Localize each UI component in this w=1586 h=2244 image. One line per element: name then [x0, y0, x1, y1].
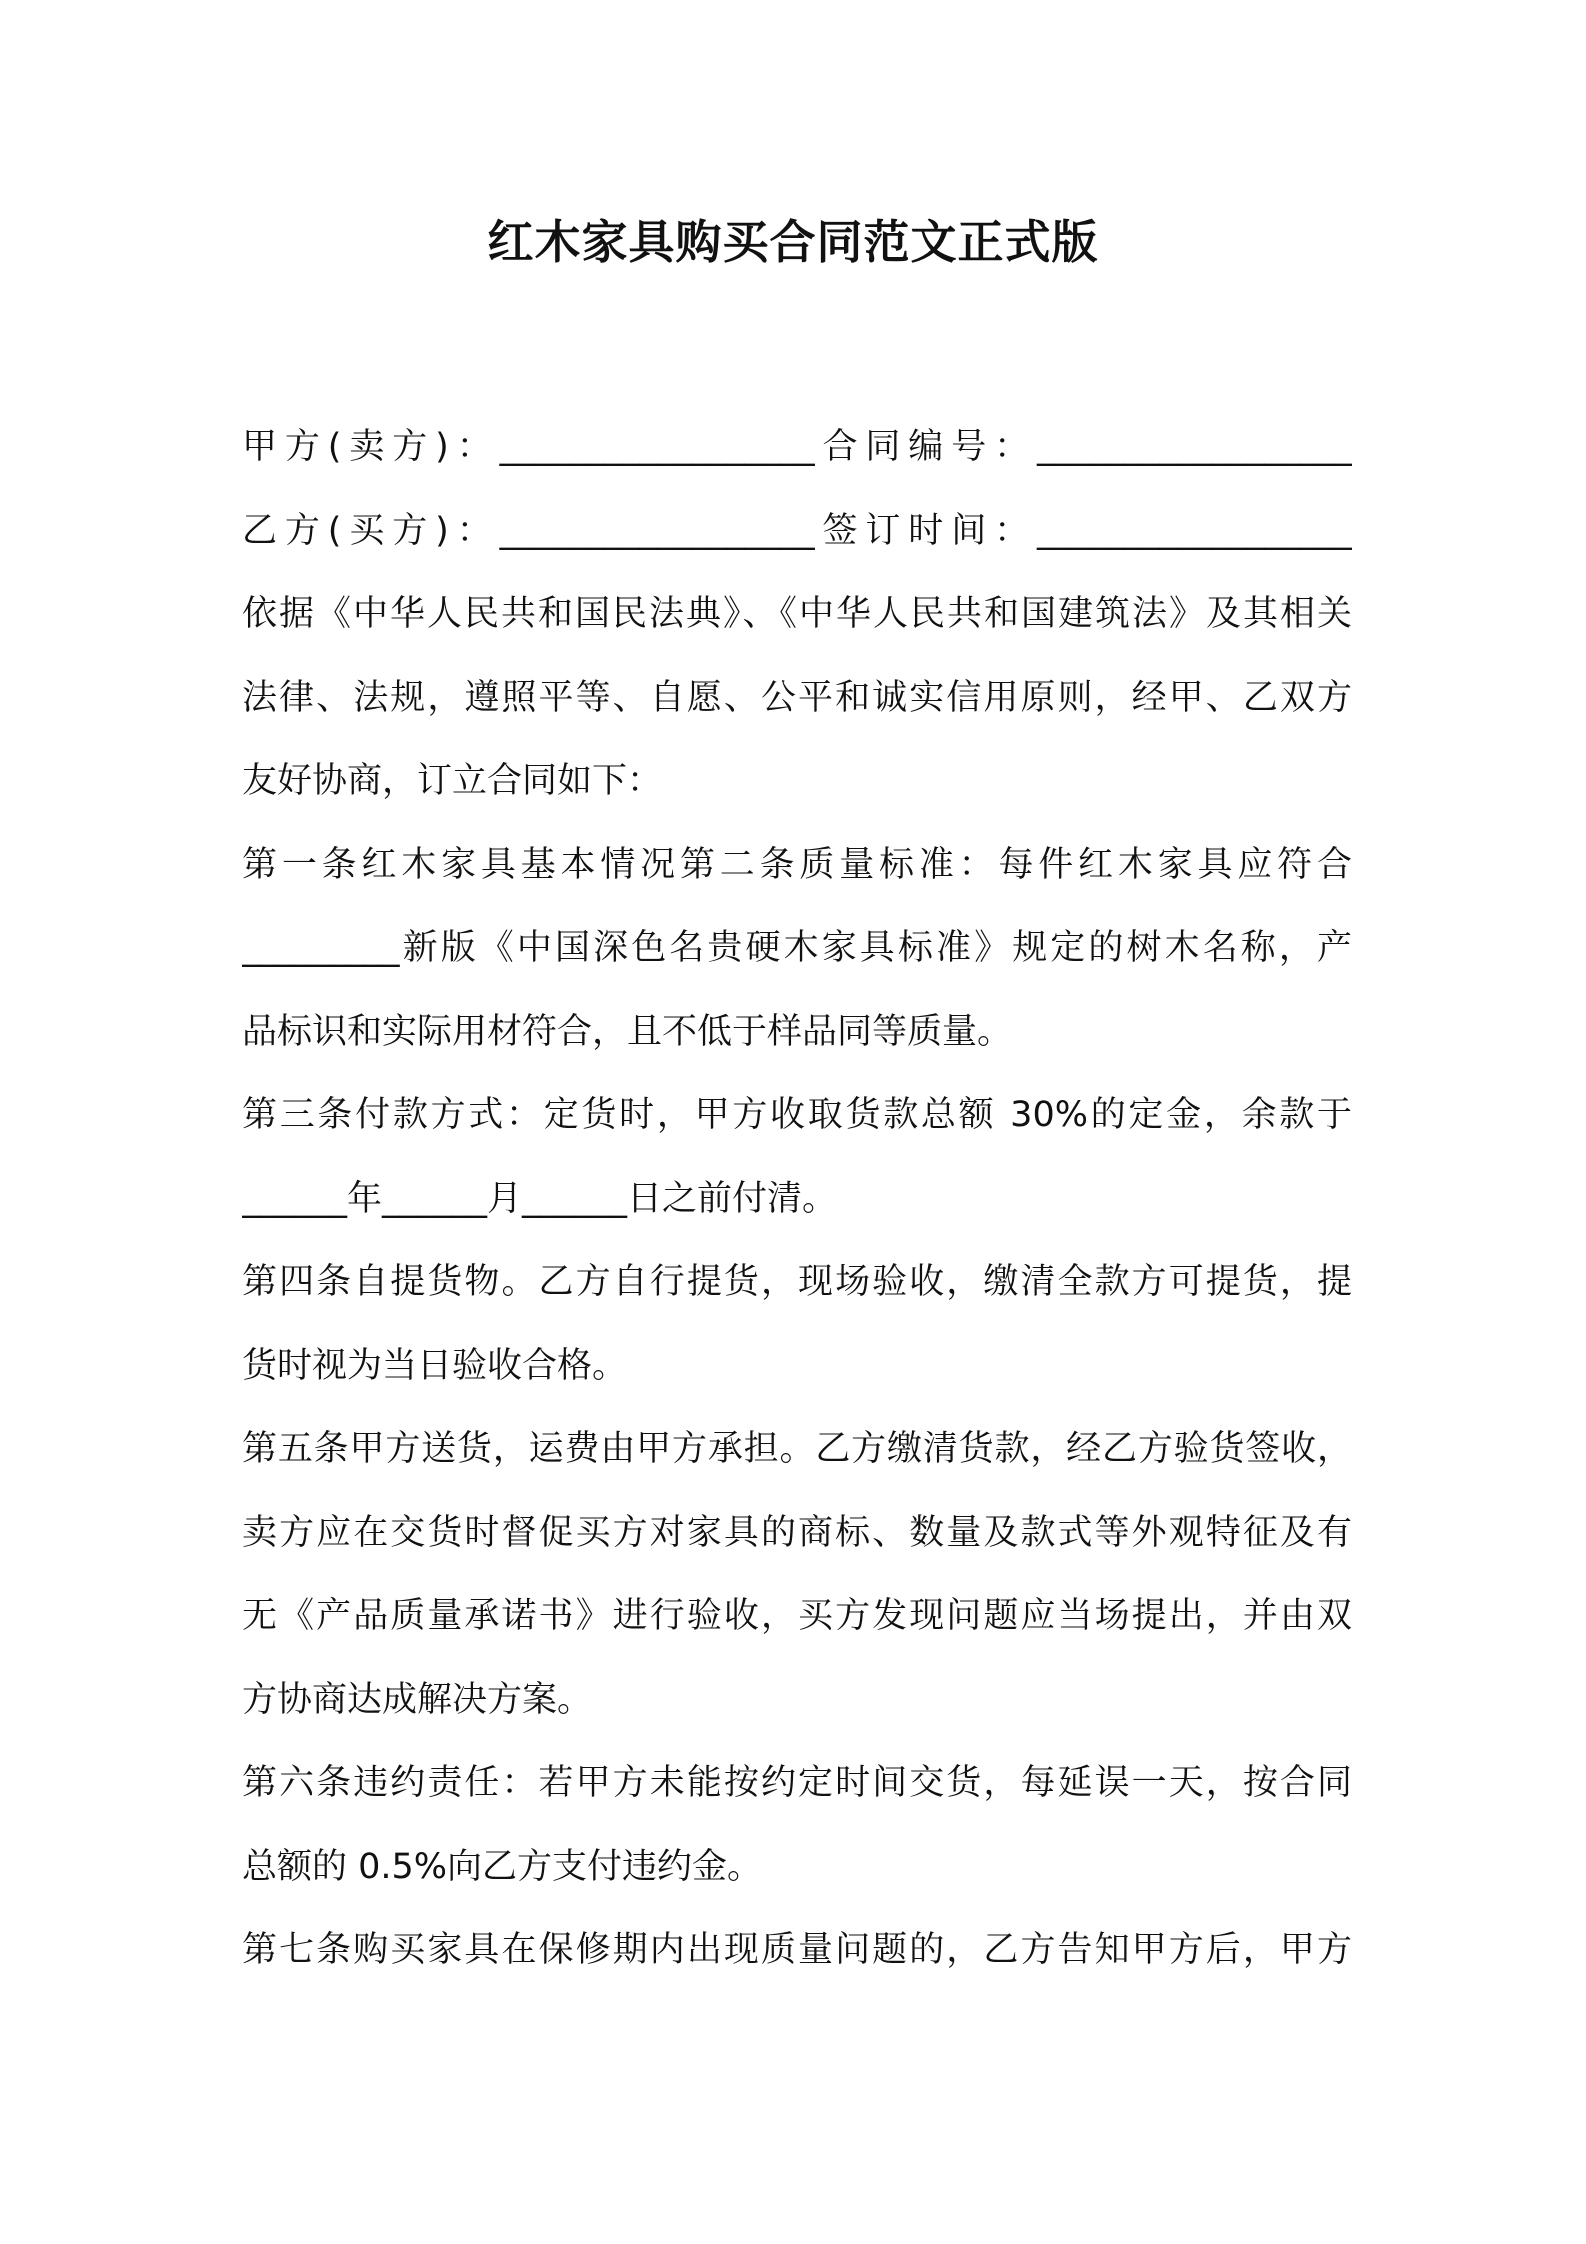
text-line: 总额的 0.5%向乙方支付违约金。 [242, 1846, 763, 1887]
text-line: 友好协商，订立合同如下： [242, 761, 663, 801]
document-title: 红木家具购买合同范文正式版 [487, 215, 1099, 269]
text-line: 第五条甲方送货，运费由甲方承担。乙方缴清货款，经乙方验货签收， [242, 1429, 1352, 1469]
text-line: ______年______月______日之前付清。 [242, 1178, 838, 1219]
contract-body [242, 406, 1352, 1993]
text-line: 方协商达成解决方案。 [242, 1679, 593, 1720]
text-line: 甲方(卖方)：__________________合同编号：__________________ [242, 427, 1352, 467]
text-line: 品标识和实际用材符合，且不低于样品同等质量。 [242, 1011, 1013, 1052]
text-line: _________新版《中国深色名贵硬木家具标准》规定的树木名称，产 [242, 928, 1352, 968]
text-line: 卖方应在交货时督促买方对家具的商标、数量及款式等外观特征及有 [242, 1512, 1352, 1553]
text-line: 依据《中华人民共和国民法典》、《中华人民共和国建筑法》及其相关 [242, 594, 1352, 634]
text-line: 货时视为当日验收合格。 [242, 1345, 628, 1386]
text-line: 第四条自提货物。乙方自行提货，现场验收，缴清全款方可提货，提 [242, 1262, 1352, 1302]
text-line: 第一条红木家具基本情况第二条质量标准：每件红木家具应符合 [242, 844, 1352, 885]
text-line: 第七条购买家具在保修期内出现质量问题的，乙方告知甲方后，甲方 [242, 1930, 1352, 1970]
text-line: 第六条违约责任：若甲方未能按约定时间交货，每延误一天，按合同 [242, 1763, 1352, 1803]
text-line: 法律、法规，遵照平等、自愿、公平和诚实信用原则，经甲、乙双方 [242, 677, 1352, 718]
text-line: 第三条付款方式：定货时，甲方收取货款总额 30%的定金，余款于 [242, 1095, 1352, 1135]
text-line: 无《产品质量承诺书》进行验收，买方发现问题应当场提出，并由双 [242, 1596, 1352, 1636]
text-line: 乙方(买方)：__________________签订时间：__________________ [242, 510, 1352, 551]
